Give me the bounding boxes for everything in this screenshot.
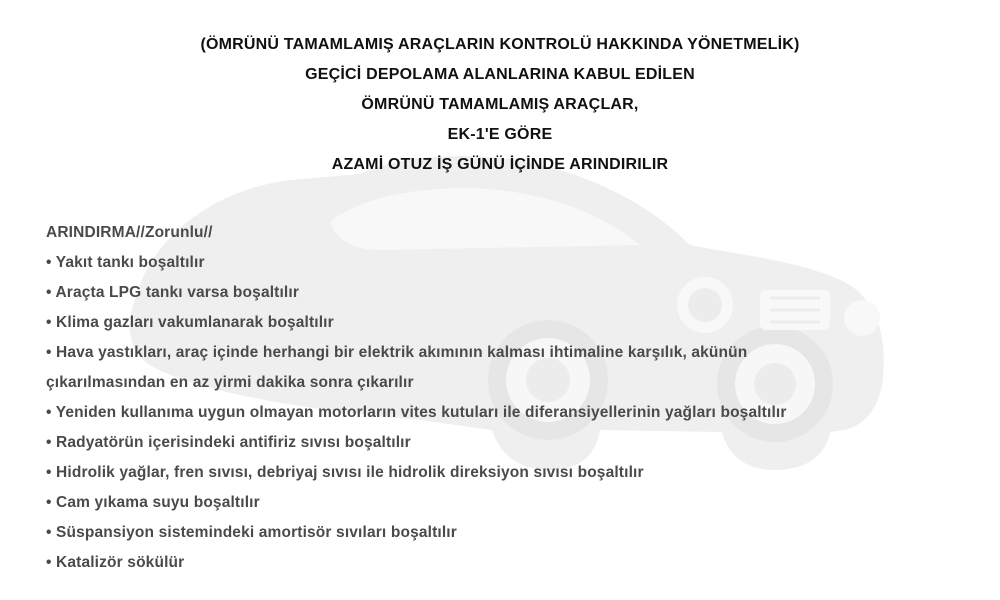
depollution-section — [46, 218, 966, 578]
heading-line-3: ÖMRÜNÜ TAMAMLAMIŞ ARAÇLAR, — [361, 96, 639, 113]
list-item: • Yeniden kullanıma uygun olmayan motorların vites kutuları ile diferansiyellerinin yağları boşaltılır — [46, 404, 787, 421]
document-header — [0, 30, 1000, 180]
list-item: • Hidrolik yağlar, fren sıvısı, debriyaj sıvısı ile hidrolik direksiyon sıvısı boşaltılır — [46, 464, 644, 481]
list-item: • Araçta LPG tankı varsa boşaltılır — [46, 284, 300, 301]
list-item: • Hava yastıkları, araç içinde herhangi bir elektrik akımının kalması ihtimaline karşılık, akünün çıkarılmasından en az yirmi dakika sonra çıkarılır — [46, 344, 748, 391]
heading-line-5: AZAMİ OTUZ İŞ GÜNÜ İÇİNDE ARINDIRILIR — [331, 156, 669, 173]
heading-line-2: GEÇİCİ DEPOLAMA ALANLARINA KABUL EDİLEN — [305, 66, 695, 83]
list-item: • Klima gazları vakumlanarak boşaltılır — [46, 314, 334, 331]
list-item: • Süspansiyon sistemindeki amortisör sıvıları boşaltılır — [46, 524, 457, 541]
list-item: • Katalizör sökülür — [46, 554, 185, 571]
section-title: ARINDIRMA//Zorunlu// — [46, 224, 213, 241]
list-item: • Radyatörün içerisindeki antifiriz sıvısı boşaltılır — [46, 434, 411, 451]
list-item: • Yakıt tankı boşaltılır — [46, 254, 205, 271]
list-item: • Cam yıkama suyu boşaltılır — [46, 494, 260, 511]
heading-line-4: EK-1'E GÖRE — [447, 126, 553, 143]
regulation-title: (ÖMRÜNÜ TAMAMLAMIŞ ARAÇLARIN KONTROLÜ HAKKINDA YÖNETMELİK) — [200, 36, 800, 53]
